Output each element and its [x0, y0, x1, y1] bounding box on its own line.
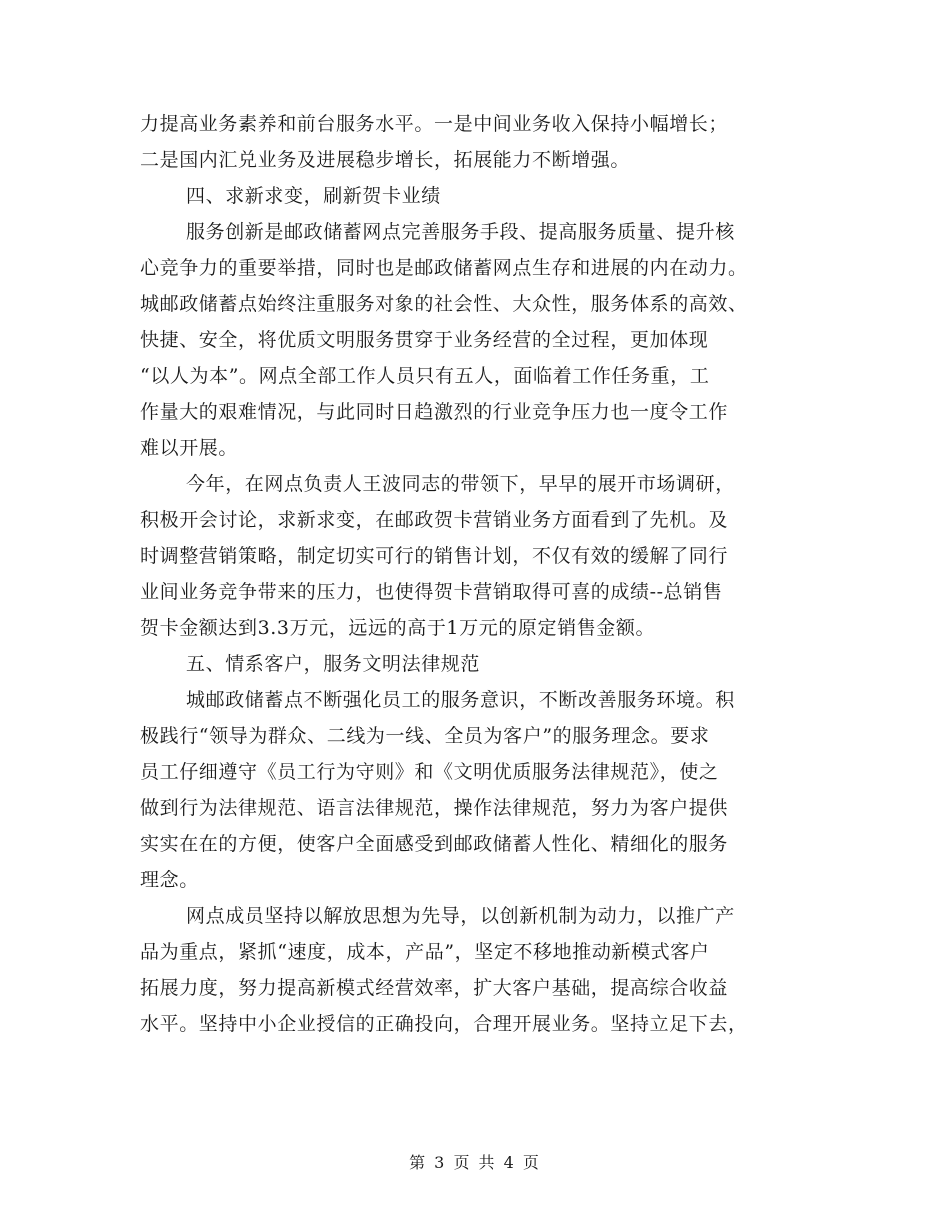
text-line: 作量大的艰难情况，与此同时日趋激烈的行业竞争压力也一度令工作: [140, 401, 729, 423]
text-line: 实实在在的方便，使客户全面感受到邮政储蓄人性化、精细化的服务: [140, 833, 729, 855]
text-line: 今年，在网点负责人王波同志的带领下，早早的展开市场调研，: [186, 473, 735, 495]
text-line: 积极开会讨论，求新求变，在邮政贺卡营销业务方面看到了先机。及: [140, 509, 729, 531]
text-line: 品为重点，紧抓“速度，成本，产品”，坚定不移地推动新模式客户: [140, 941, 710, 963]
document-body: [140, 106, 812, 1042]
text-line: 快捷、安全，将优质文明服务贯穿于业务经营的全过程，更加体现: [140, 329, 709, 351]
text-line: 城邮政储蓄点始终注重服务对象的社会性、大众性，服务体系的高效、: [140, 293, 748, 315]
text-line: 贺卡金额达到3.3万元，远远的高于1万元的原定销售金额。: [140, 617, 656, 639]
text-line: 水平。坚持中小企业授信的正确投向，合理开展业务。坚持立足下去，: [140, 1013, 748, 1035]
text-line: 力提高业务素养和前台服务水平。一是中间业务收入保持小幅增长；: [140, 113, 729, 135]
text-line: 员工仔细遵守《员工行为守则》和《文明优质服务法律规范》，使之: [140, 761, 719, 783]
text-line: 城邮政储蓄点不断强化员工的服务意识，不断改善服务环境。积: [186, 689, 735, 711]
text-line: 难以开展。: [140, 437, 239, 459]
text-line: “以人为本”。网点全部工作人员只有五人，面临着工作任务重，工: [140, 365, 710, 387]
text-line: 时调整营销策略，制定切实可行的销售计划，不仅有效的缓解了同行: [140, 545, 729, 567]
text-line: 理念。: [140, 869, 199, 891]
text-line: 二是国内汇兑业务及进展稳步增长，拓展能力不断增强。: [140, 149, 631, 171]
section-heading: 四、求新求变，刷新贺卡业绩: [186, 185, 441, 207]
text-line: 拓展力度，努力提高新模式经营效率，扩大客户基础，提高综合收益: [140, 977, 729, 999]
text-line: 极践行“领导为群众、二线为一线、全员为客户”的服务理念。要求: [140, 725, 710, 747]
text-line: 做到行为法律规范、语言法律规范，操作法律规范，努力为客户提供: [140, 797, 729, 819]
page-number-footer: 第 3 页 共 4 页: [409, 1153, 541, 1172]
text-line: 服务创新是邮政储蓄网点完善服务手段、提高服务质量、提升核: [186, 221, 735, 243]
text-line: 心竞争力的重要举措，同时也是邮政储蓄网点生存和进展的内在动力。: [140, 257, 748, 279]
text-line: 业间业务竞争带来的压力，也使得贺卡营销取得可喜的成绩--总销售: [140, 581, 723, 603]
text-line: 网点成员坚持以解放思想为先导，以创新机制为动力，以推广产: [186, 905, 735, 927]
section-heading: 五、情系客户，服务文明法律规范: [186, 653, 481, 675]
